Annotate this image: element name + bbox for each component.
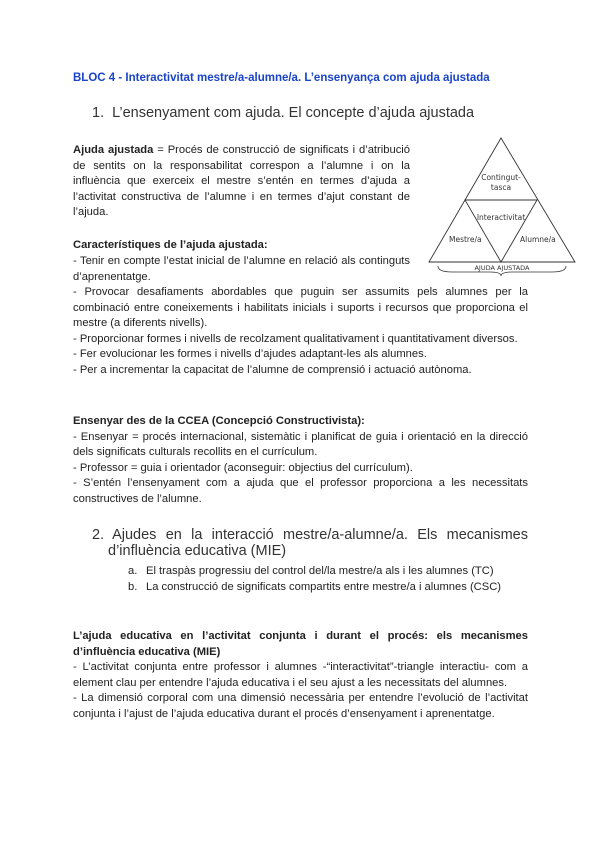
- section-2-item-label: b.: [128, 580, 138, 593]
- characteristics-item: - Proporcionar formes i nivells de recolzament qualitativament i quantitativament diversos.: [73, 332, 518, 345]
- section-2-number: 2.: [92, 527, 105, 543]
- mie-block: [73, 629, 528, 723]
- diagram-right-label: Alumne/a: [520, 235, 556, 244]
- characteristics-item: - Provocar desafiaments abordables que puguin ser assumits pels alumnes per la combinació entre coneixements i habilitats inicials i suports i recursos que proporciona el mestre (a diferents nivells).: [73, 286, 528, 330]
- diagram-top-label-1: Contingut-: [481, 173, 521, 182]
- ccea-item: - S’entén l’ensenyament com a ajuda que el professor proporciona a les necessitats constructives de l’alumne.: [73, 477, 528, 505]
- mie-item: - L’activitat conjunta entre professor i alumnes -“interactivitat”-triangle interactiu- com a element clau per entendre l’ajuda educativa i el seu ajust a les necessitats del alumnes.: [73, 661, 528, 689]
- bloc-title: BLOC 4 - Interactivitat mestre/a-alumne/a. L’ensenyança com ajuda ajustada: [73, 72, 490, 84]
- section-2-item: [128, 564, 528, 580]
- section-2-heading: [92, 527, 528, 559]
- section-2-item-text: El traspàs progressiu del control del/la mestre/a als i les alumnes (TC): [146, 565, 494, 577]
- ccea-block: [73, 414, 528, 508]
- characteristics-item: - Per a incrementar la capacitat de l’alumne de comprensió i actuació autònoma.: [73, 363, 472, 376]
- section-2-title-line2: d’influència educativa (MIE): [108, 543, 287, 559]
- section-2-list: [128, 564, 528, 595]
- interactive-triangle-diagram: [424, 132, 580, 278]
- diagram-center-label: Interactivitat: [476, 213, 526, 222]
- definition-paragraph: [73, 143, 410, 221]
- characteristics-item: - Fer evolucionar les formes i nivells d’ajudes adaptant-les als alumnes.: [73, 348, 427, 361]
- characteristics-item: - Tenir en compte l’estat inicial de l’alumne en relació als continguts d’aprenentatge.: [73, 255, 410, 283]
- mie-item: - La dimensió corporal com una dimensió necessària per entendre l’evolució de l’activitat conjunta i l’ajust de l’ajuda educativa durant el procés d’ensenyament i aprenentatge.: [73, 692, 528, 720]
- diagram-bottom-label: AJUDA AJUSTADA: [474, 264, 530, 272]
- definition-text: = Procés de construcció de significats i d’atribució de sentits on la responsabilitat correspon a l’alumne i on la influència que exerceix el mestre s’entén en termes d’ajuda a l’activitat constructiva de l’alumne i en termes d’ajut constant de l’ajuda.: [73, 144, 410, 219]
- diagram-top-label-2: tasca: [490, 183, 512, 192]
- section-2-item-text: La construcció de significats compartits entre mestre/a i alumnes (CSC): [146, 580, 502, 593]
- ccea-heading: Ensenyar des de la CCEA (Concepció Constructivista):: [73, 415, 365, 427]
- characteristics-list-wide: [73, 285, 528, 379]
- section-2-item-label: a.: [128, 565, 138, 577]
- characteristics-heading: Característiques de l’ajuda ajustada:: [73, 239, 268, 251]
- ccea-item: - Ensenyar = procés internacional, sistemàtic i planificat de guia i orientació en la direcció dels significats culturals recollits en el currículum.: [73, 430, 528, 459]
- mie-heading: L’ajuda educativa en l’activitat conjunta i durant el procés: els mecanismes d’influència educativa (MIE): [73, 630, 528, 658]
- section-1-number: 1.: [92, 105, 105, 121]
- section-1-heading: [92, 105, 474, 121]
- section-2-item: [128, 580, 528, 596]
- inner-triangle: [465, 200, 537, 262]
- ccea-item: - Professor = guia i orientador (aconseguir: objectius del currículum).: [73, 461, 413, 474]
- section-1-title: L’ensenyament com ajuda. El concepte d’ajuda ajustada: [112, 105, 475, 121]
- diagram-left-label: Mestre/a: [449, 235, 482, 244]
- section-2-title-line1: Ajudes en la interacció mestre/a-alumne/a. Els mecanismes: [112, 527, 528, 543]
- definition-term: Ajuda ajustada: [73, 144, 154, 156]
